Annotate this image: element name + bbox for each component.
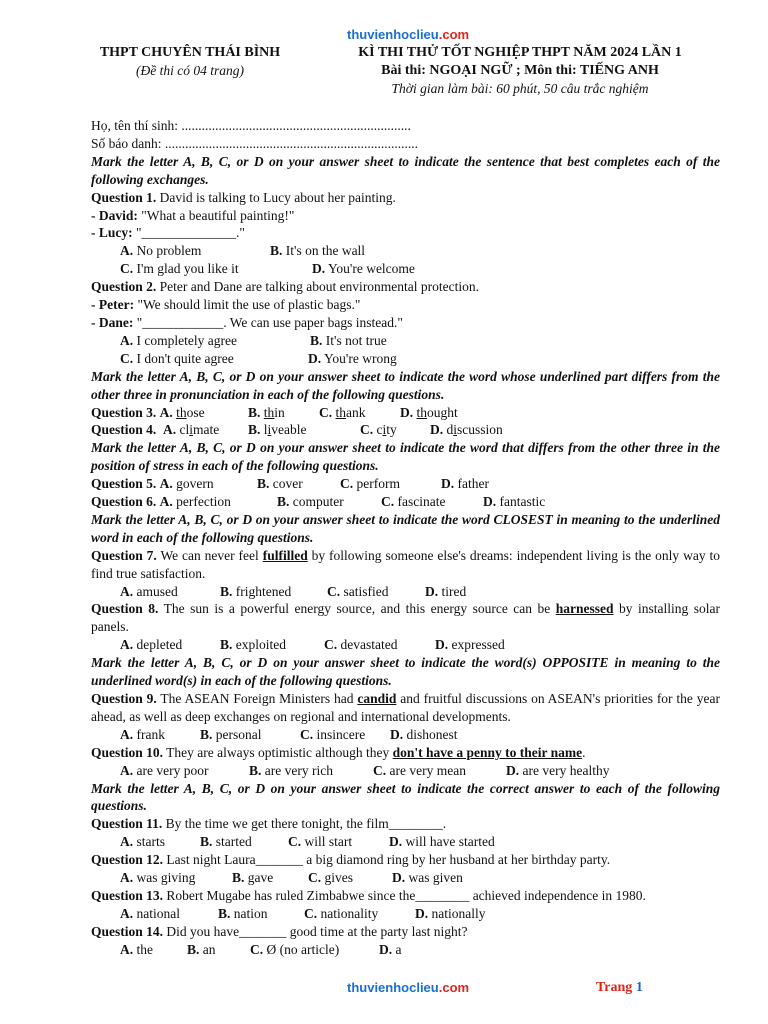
exam-body — [91, 117, 720, 959]
q10-options — [91, 762, 720, 780]
q3-option-d: D. thought — [400, 404, 458, 420]
q11-options — [91, 833, 720, 851]
q12-option-c: C. gives — [308, 870, 353, 886]
q12-option-b: B. gave — [232, 870, 274, 886]
q10-option-a: A. are very poor — [120, 762, 209, 778]
question-7: Question 7. We can never feel fulfilled by following someone else's dreams: independent living is the only way to find true satisfaction. — [91, 547, 720, 581]
q4-option-b: B. liveable — [248, 422, 307, 438]
instruction-opposite: Mark the letter A, B, C, or D on your answer sheet to indicate the word(s) OPPOSITE in meaning to the underlined word(s) in each of the following questions. — [91, 655, 720, 689]
q8-option-d: D. expressed — [435, 637, 505, 653]
q8-options — [91, 636, 720, 654]
q5-option-c: C. perform — [340, 476, 400, 492]
q1-speaker-1: - David: "What a beautiful painting!" — [91, 207, 295, 223]
q7-option-a: A. amused — [120, 583, 178, 599]
q2-option-d: D. You're wrong — [308, 350, 397, 366]
q10-option-c: C. are very mean — [373, 762, 466, 778]
q1-options-row-2 — [91, 260, 720, 278]
q6-option-c: C. fascinate — [381, 494, 446, 510]
q3-option-c: C. thank — [319, 404, 366, 420]
question-14: Question 14. Did you have_______ good time at the party last night? — [91, 923, 468, 939]
q11-option-c: C. will start — [288, 834, 353, 850]
q11-option-a: A. starts — [120, 834, 165, 850]
q13-option-a: A. national — [120, 905, 180, 921]
q7-option-c: C. satisfied — [327, 583, 389, 599]
q14-option-d: D. a — [379, 941, 402, 957]
q2-option-c: C. I don't quite agree — [120, 350, 234, 366]
q3-option-b: B. thin — [248, 404, 285, 420]
instruction-exchanges: Mark the letter A, B, C, or D on your answer sheet to indicate the sentence that best completes each of the following exchanges. — [91, 153, 720, 187]
exam-time: Thời gian làm bài: 60 phút, 50 câu trắc nghiệm — [391, 81, 649, 96]
q13-option-c: C. nationality — [304, 905, 379, 921]
q13-option-d: D. nationally — [415, 905, 486, 921]
q13-option-b: B. nation — [218, 905, 268, 921]
instruction-pronunciation: Mark the letter A, B, C, or D on your answer sheet to indicate the word whose underlined part differs from the other three in pronunciation in each of the following questions. — [91, 368, 720, 402]
q7-options — [91, 583, 720, 601]
pages-note: (Đề thi có 04 trang) — [136, 63, 244, 78]
q7-option-d: D. tired — [425, 583, 467, 599]
q3-option-a: A. those — [159, 404, 205, 420]
q2-options-row-1 — [91, 332, 720, 350]
q1-option-d: D. You're welcome — [312, 261, 415, 277]
q8-underlined-word: harnessed — [555, 601, 614, 617]
q9-option-c: C. insincere — [300, 726, 366, 742]
q8-option-a: A. depleted — [120, 637, 183, 653]
q1-option-b: B. It's on the wall — [270, 243, 366, 259]
exam-subject: Bài thi: NGOẠI NGỮ ; Môn thi: TIẾNG ANH — [381, 63, 659, 78]
question-11: Question 11. By the time we get there tonight, the film________. — [91, 816, 447, 832]
q6-option-b: B. computer — [277, 494, 344, 510]
q9-option-a: A. frank — [120, 726, 165, 742]
q9-underlined-word: candid — [357, 691, 397, 706]
instruction-closest: Mark the letter A, B, C, or D on your answer sheet to indicate the word CLOSEST in meaning to the underlined word in each of the following questions. — [91, 511, 720, 545]
q14-option-b: B. an — [187, 941, 216, 957]
q7-option-b: B. frightened — [220, 583, 292, 599]
question-3: Question 3. A. those B. thin C. thank D. thought — [91, 404, 458, 420]
q11-option-b: B. started — [200, 834, 252, 850]
q8-option-c: C. devastated — [324, 637, 398, 653]
question-9: Question 9. The ASEAN Foreign Ministers had candid and fruitful discussions on ASEAN's priorities for the year ahead, as well as deep exchanges on regional and international developments. — [91, 691, 720, 724]
q6-option-d: D. fantastic — [483, 494, 546, 510]
question-12: Question 12. Last night Laura_______ a big diamond ring by her husband at her birthday party. — [91, 852, 611, 868]
q9-option-d: D. dishonest — [390, 726, 458, 742]
q1-speaker-2: - Lucy: "______________." — [91, 225, 245, 241]
q9-option-b: B. personal — [200, 726, 262, 742]
question-1: Question 1. David is talking to Lucy about her painting. — [91, 189, 396, 205]
question-8: Question 8. The sun is a powerful energy source, and this energy source can be harnessed by installing solar panels. — [91, 601, 720, 635]
q2-option-b: B. It's not true — [310, 332, 387, 348]
q2-speaker-1: - Peter: "We should limit the use of plastic bags." — [91, 297, 361, 313]
q1-option-a: A. No problem — [120, 243, 202, 259]
q1-options-row-1 — [91, 242, 720, 260]
candidate-id-field: Số báo danh: ........................................................................... — [91, 135, 418, 151]
candidate-name-field: Họ, tên thí sinh: .................................................................... — [91, 118, 411, 133]
site-watermark-bottom: thuvienhoclieu.com — [347, 980, 470, 995]
q5-option-a: A. govern — [159, 476, 214, 492]
exam-header — [330, 44, 710, 98]
q14-options — [91, 941, 720, 959]
q5-option-b: B. cover — [257, 476, 303, 492]
q5-option-d: D. father — [441, 476, 489, 492]
q2-options-row-2 — [91, 350, 720, 368]
instruction-stress: Mark the letter A, B, C, or D on your answer sheet to indicate the word that differs from the other three in the position of stress in each of the following questions. — [91, 440, 720, 474]
question-6: Question 6. A. perfection B. computer C. fascinate D. fantastic — [91, 494, 546, 510]
q4-option-c: C. city — [360, 422, 397, 438]
q1-option-c: C. I'm glad you like it — [120, 261, 239, 277]
question-13: Question 13. Robert Mugabe has ruled Zimbabwe since the________ achieved independence in 1980. — [91, 887, 646, 903]
question-2: Question 2. Peter and Dane are talking about environmental protection. — [91, 279, 480, 295]
q11-option-d: D. will have started — [389, 834, 495, 850]
q10-option-b: B. are very rich — [249, 762, 333, 778]
q9-options — [91, 726, 720, 744]
q10-underlined-phrase: don't have a penny to their name — [392, 744, 583, 760]
q14-option-a: A. the — [120, 941, 153, 957]
site-watermark-top: thuvienhoclieu.com — [347, 27, 470, 42]
school-header — [80, 44, 300, 80]
q13-options — [91, 905, 720, 923]
instruction-correct-answer: Mark the letter A, B, C, or D on your answer sheet to indicate the correct answer to each of the following questions. — [91, 780, 720, 814]
q12-option-d: D. was given — [392, 870, 463, 886]
q14-option-c: C. Ø (no article) — [250, 941, 340, 957]
q10-option-d: D. are very healthy — [506, 762, 610, 778]
q12-option-a: A. was giving — [120, 870, 196, 886]
school-name: THPT CHUYÊN THÁI BÌNH — [99, 45, 281, 60]
q6-option-a: A. perfection — [159, 494, 231, 510]
q4-option-a: A. climate — [163, 422, 220, 438]
q8-option-b: B. exploited — [220, 637, 287, 653]
q2-speaker-2: - Dane: "____________. We can use paper bags instead." — [91, 314, 403, 330]
page-number: Trang 1 — [596, 980, 643, 995]
q2-option-a: A. I completely agree — [120, 332, 237, 348]
question-5: Question 5. A. govern B. cover C. perform D. father — [91, 476, 489, 492]
q4-option-d: D. discussion — [430, 422, 503, 438]
q7-underlined-word: fulfilled — [262, 547, 308, 563]
q12-options — [91, 869, 720, 887]
question-10: Question 10. They are always optimistic although they don't have a penny to their name. — [91, 744, 586, 760]
exam-title: KÌ THI THỬ TỐT NGHIỆP THPT NĂM 2024 LẦN 1 — [358, 45, 682, 60]
question-4: Question 4. A. climate B. liveable C. city D. discussion — [91, 422, 503, 438]
